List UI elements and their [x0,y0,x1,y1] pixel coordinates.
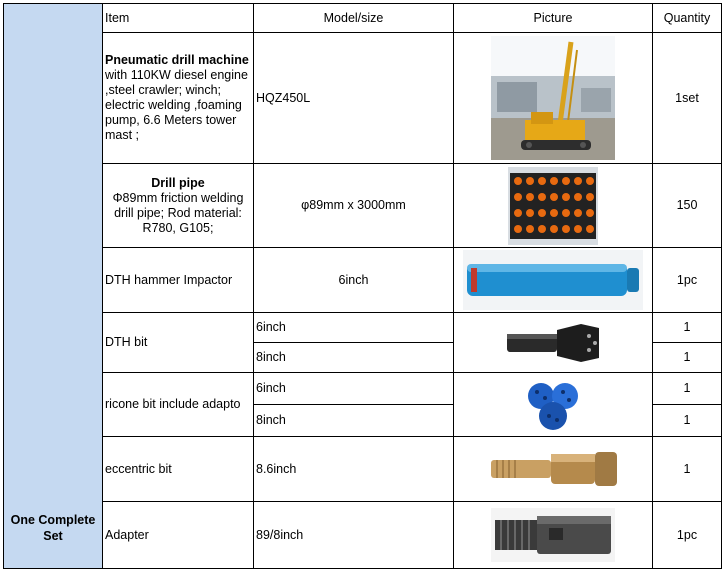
model-cell: 6inch [254,248,454,313]
picture-cell [454,33,653,164]
eccentric-bit-photo [483,446,623,492]
table-row [4,33,722,164]
picture-cell [454,313,653,373]
item-cell [103,164,254,248]
table-row [4,164,722,248]
model-cell: 89/8inch [254,502,454,569]
model-cell: 8inch [254,343,454,373]
item-bold-text: Drill pipe [151,175,205,190]
drill-pipe-stack-photo [508,167,598,245]
quantity-cell: 1set [653,33,722,164]
table-row [4,373,722,405]
adapter-photo [491,508,615,562]
model-cell: φ89mm x 3000mm [254,164,454,248]
picture-cell [454,502,653,569]
item-cell: DTH bit [103,313,254,373]
model-cell: 6inch [254,313,454,343]
header-item: Item [103,4,254,33]
drill-rig-photo [491,36,615,160]
quantity-cell: 1pc [653,502,722,569]
picture-cell [454,437,653,502]
quantity-cell: 1pc [653,248,722,313]
quantity-cell: 1 [653,343,722,373]
item-cell [103,33,254,164]
quantity-cell: 1 [653,373,722,405]
table-row [4,248,722,313]
quantity-cell: 150 [653,164,722,248]
model-cell: HQZ450L [254,33,454,164]
model-cell: 6inch [254,373,454,405]
quantity-cell: 1 [653,313,722,343]
item-text: Φ89mm friction welding drill pipe; Rod material: R780, G105; [112,190,244,235]
equipment-table [3,3,722,569]
tricone-bit-photo [523,376,583,434]
header-picture: Picture [454,4,653,33]
table-row [4,313,722,343]
quantity-cell: 1 [653,437,722,502]
header-model: Model/size [254,4,454,33]
model-cell: 8inch [254,405,454,437]
model-cell: 8.6inch [254,437,454,502]
item-cell: Adapter [103,502,254,569]
dth-hammer-photo [463,250,643,310]
header-row [4,4,722,33]
table-row [4,437,722,502]
picture-cell [454,164,653,248]
dth-bit-photo [501,316,605,370]
side-label: One Complete Set [4,4,103,569]
table-row [4,502,722,569]
item-cell: DTH hammer Impactor [103,248,254,313]
item-text: with 110KW diesel engine ,steel crawler; winch; electric welding ,foaming pump, 6.6 Meters tower mast ; [105,68,248,142]
header-quantity: Quantity [653,4,722,33]
picture-cell [454,248,653,313]
item-cell: eccentric bit [103,437,254,502]
item-cell: ricone bit include adapto [103,373,254,437]
item-bold-text: Pneumatic drill machine [105,53,249,67]
quantity-cell: 1 [653,405,722,437]
picture-cell [454,373,653,437]
